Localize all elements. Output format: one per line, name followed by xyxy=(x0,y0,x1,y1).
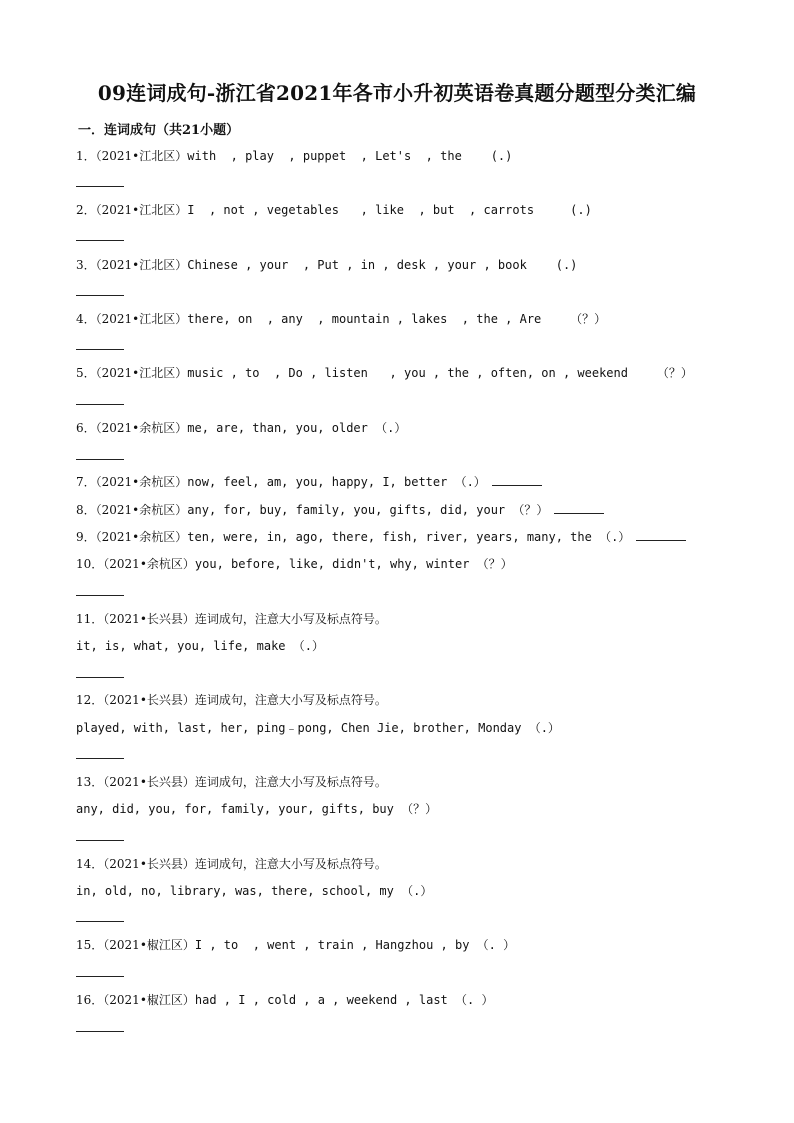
question-number: 14． xyxy=(76,857,104,871)
question-source: （2021•余杭区） xyxy=(95,421,188,435)
answer-blank[interactable] xyxy=(76,459,124,460)
question-words: with , play , puppet , Let's , the (.) xyxy=(187,149,513,163)
question-2 xyxy=(76,201,592,218)
question-number: 5． xyxy=(76,366,96,380)
question-number: 15． xyxy=(76,938,104,952)
question-3 xyxy=(76,256,577,273)
section-heading: 一．连词成句（共21小题） xyxy=(78,123,240,138)
question-source: （2021•余杭区） xyxy=(95,530,188,544)
question-source: （2021•江北区） xyxy=(95,203,188,217)
question-number: 12． xyxy=(76,693,104,707)
question-number: 16． xyxy=(76,993,104,1007)
question-10 xyxy=(76,555,513,572)
answer-blank[interactable] xyxy=(554,503,604,514)
answer-blank[interactable] xyxy=(76,186,124,187)
question-16 xyxy=(76,991,493,1008)
question-words: now, feel, am, you, happy, I, better （.） xyxy=(187,475,486,489)
question-source: （2021•长兴县） xyxy=(103,612,195,626)
question-source: （2021•椒江区） xyxy=(103,993,195,1007)
question-5 xyxy=(76,364,693,381)
question-number: 4． xyxy=(76,312,96,326)
question-number: 10． xyxy=(76,557,104,571)
question-words: there, on , any , mountain , lakes , the , Are （？） xyxy=(187,312,607,326)
question-words: ten, were, in, ago, there, fish, river, years, many, the （.） xyxy=(187,530,631,544)
question-words: any, did, you, for, family, your, gifts, buy （？） xyxy=(76,802,438,816)
answer-blank[interactable] xyxy=(76,921,124,922)
question-9 xyxy=(76,528,686,545)
question-11 xyxy=(76,610,387,627)
question-13 xyxy=(76,773,387,790)
question-instruction: 连词成句，注意大小写及标点符号。 xyxy=(194,612,387,626)
answer-blank[interactable] xyxy=(76,1031,124,1032)
question-source: （2021•江北区） xyxy=(95,312,188,326)
answer-blank[interactable] xyxy=(76,677,124,678)
question-words: in, old, no, library, was, there, school, my （.） xyxy=(76,884,433,898)
question-number: 11． xyxy=(76,612,104,626)
answer-blank[interactable] xyxy=(76,595,124,596)
question-source: （2021•长兴县） xyxy=(103,693,195,707)
question-source: （2021•长兴县） xyxy=(103,775,195,789)
question-number: 7． xyxy=(76,475,96,489)
question-number: 8． xyxy=(76,503,96,517)
question-8 xyxy=(76,501,604,518)
answer-blank[interactable] xyxy=(76,349,124,350)
question-words: any, for, buy, family, you, gifts, did, your （？） xyxy=(187,503,549,517)
question-words: I , to , went , train , Hangzhou , by （. ） xyxy=(194,938,516,952)
page-title: 09连词成句-浙江省2021年各市小升初英语卷真题分题型分类汇编 xyxy=(97,81,697,105)
question-1 xyxy=(76,147,512,164)
question-words: I , not , vegetables , like , but , carrots (.) xyxy=(187,203,592,217)
question-words: music , to , Do , listen , you , the , often, on , weekend （？） xyxy=(187,366,693,380)
answer-blank[interactable] xyxy=(636,530,686,541)
question-instruction: 连词成句，注意大小写及标点符号。 xyxy=(194,775,387,789)
answer-blank[interactable] xyxy=(76,758,124,759)
answer-blank[interactable] xyxy=(76,404,124,405)
answer-blank[interactable] xyxy=(492,475,542,486)
question-number: 2． xyxy=(76,203,96,217)
question-number: 13． xyxy=(76,775,104,789)
question-14 xyxy=(76,855,387,872)
answer-blank[interactable] xyxy=(76,240,124,241)
question-source: （2021•余杭区） xyxy=(95,503,188,517)
question-words: you, before, like, didn't, why, winter （？） xyxy=(194,557,513,571)
question-number: 9． xyxy=(76,530,96,544)
question-instruction: 连词成句，注意大小写及标点符号。 xyxy=(194,693,387,707)
answer-blank[interactable] xyxy=(76,840,124,841)
question-source: （2021•余杭区） xyxy=(103,557,195,571)
question-number: 1． xyxy=(76,149,96,163)
question-words: played, with, last, her, ping﹣pong, Chen Jie, brother, Monday （.） xyxy=(76,721,560,735)
question-words: it, is, what, you, life, make （.） xyxy=(76,639,324,653)
question-words: me, are, than, you, older （.） xyxy=(187,421,407,435)
question-instruction: 连词成句，注意大小写及标点符号。 xyxy=(194,857,387,871)
question-words: Chinese , your , Put , in , desk , your , book (.) xyxy=(187,258,578,272)
question-source: （2021•椒江区） xyxy=(103,938,195,952)
question-source: （2021•余杭区） xyxy=(95,475,188,489)
question-6 xyxy=(76,419,406,436)
question-source: （2021•江北区） xyxy=(95,258,188,272)
question-15 xyxy=(76,936,515,953)
question-words: had , I , cold , a , weekend , last （. ） xyxy=(194,993,494,1007)
answer-blank[interactable] xyxy=(76,976,124,977)
question-7 xyxy=(76,473,542,490)
question-number: 3． xyxy=(76,258,96,272)
question-source: （2021•江北区） xyxy=(95,366,188,380)
question-12 xyxy=(76,691,387,708)
question-source: （2021•江北区） xyxy=(95,149,188,163)
question-4 xyxy=(76,310,606,327)
answer-blank[interactable] xyxy=(76,295,124,296)
question-source: （2021•长兴县） xyxy=(103,857,195,871)
question-number: 6． xyxy=(76,421,96,435)
